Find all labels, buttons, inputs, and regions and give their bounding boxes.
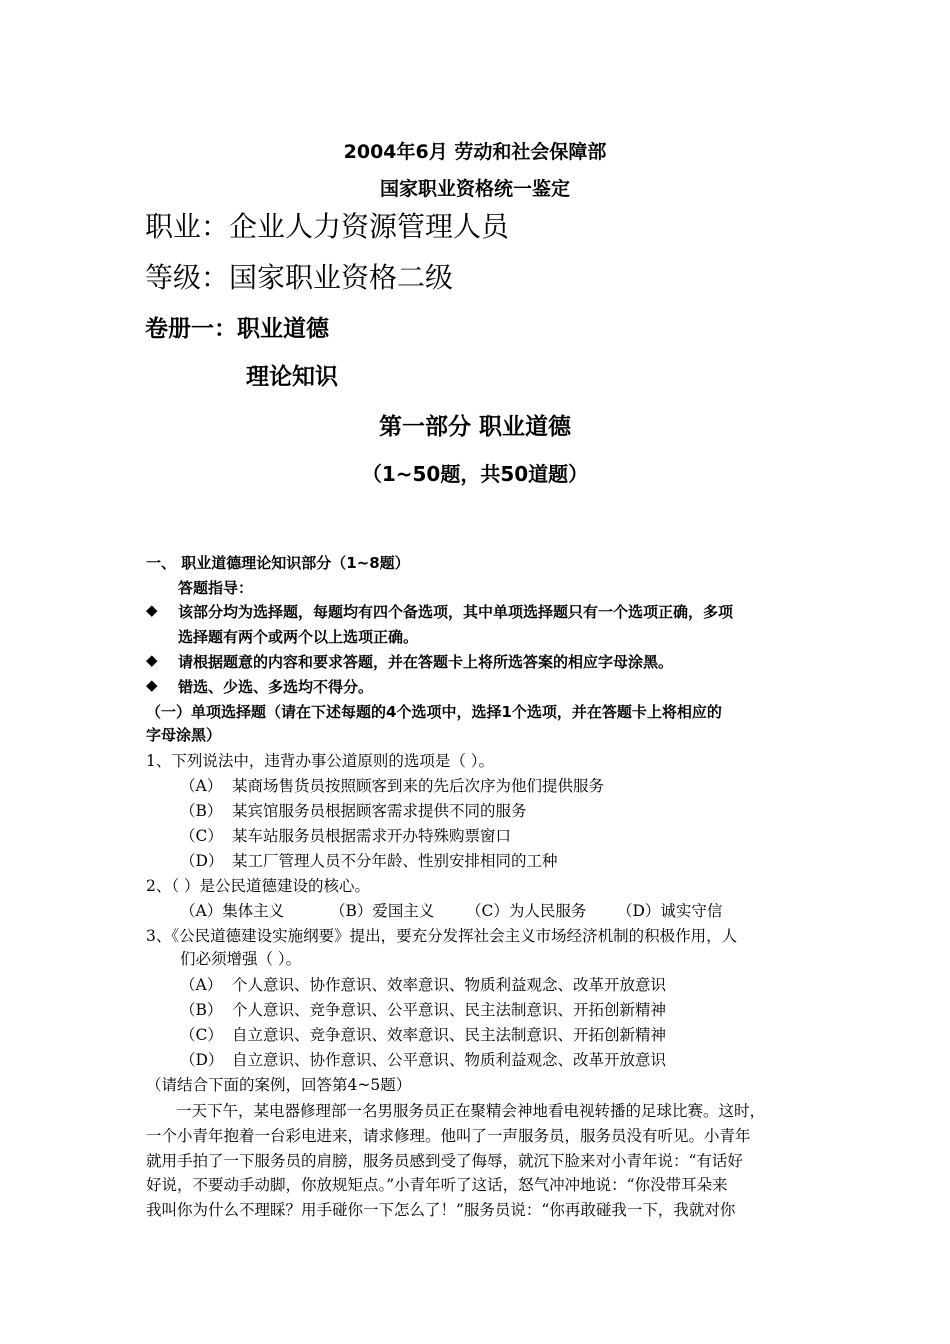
option-text: 自立意识、协作意识、公平意识、物质利益观念、改革开放意识 [232, 1051, 667, 1069]
bullet-text-2: 请根据题意的内容和要求答题，并在答题卡上将所选答案的相应字母涂黑。 [178, 653, 674, 671]
question-1-option-b [180, 799, 527, 821]
option-tag: （C） [180, 1026, 223, 1044]
question-2-option-b: （B）爱国主义 [330, 902, 435, 920]
option-text: 个人意识、竞争意识、公平意识、民主法制意识、开拓创新精神 [232, 1001, 667, 1019]
case-paragraph-line-3: 就用手拍了一下服务员的肩膀，服务员感到受了侮辱，就沉下脸来对小青年说：“有话好 [146, 1152, 743, 1170]
question-3-option-c [180, 1023, 666, 1045]
option-tag: （B） [180, 1001, 223, 1019]
question-2-stem: 2、（ ）是公民道德建设的核心。 [146, 877, 371, 895]
case-paragraph-line-4: 好说，不要动手动脚，你放规矩点。”小青年听了这话，怒气冲冲地说：“你没带耳朵来 [146, 1176, 728, 1194]
option-tag: （D） [180, 1051, 224, 1069]
bullet-text-1: 该部分均为选择题，每题均有四个备选项，其中单项选择题只有一个选项正确，多项 [178, 603, 734, 621]
question-1-stem: 1、下列说法中，违背办事公道原则的选项是（ ）。 [146, 752, 495, 770]
case-intro: （请结合下面的案例，回答第4~5题） [146, 1076, 412, 1094]
volume-subtitle: 理论知识 [246, 364, 338, 390]
bullet-text-3: 错选、少选、多选均不得分。 [178, 678, 374, 696]
question-2-option-c: （C）为人民服务 [466, 902, 587, 920]
question-1-option-d [180, 849, 558, 871]
case-paragraph-line-1: 一天下午，某电器修理部一名男服务员正在聚精会神地看电视转播的足球比赛。这时， [176, 1102, 766, 1120]
volume-title: 卷册一：职业道德 [145, 316, 329, 342]
option-tag: （A） [180, 976, 223, 994]
question-3-option-d [180, 1048, 666, 1070]
option-tag: （D） [180, 852, 224, 870]
single-choice-heading: （一）单项选择题（请在下述每题的4个选项中，选择1个选项，并在答题卡上将相应的 [146, 703, 722, 721]
part-title: 第一部分 职业道德 [378, 414, 571, 440]
bullet-text-1-cont: 选择题有两个或两个以上选项正确。 [178, 628, 419, 646]
answer-guide-label: 答题指导： [178, 579, 254, 597]
question-2-option-d: （D）诚实守信 [617, 902, 723, 920]
bullet-icon: ◆ [146, 676, 158, 694]
option-text: 自立意识、竞争意识、效率意识、民主法制意识、开拓创新精神 [232, 1026, 667, 1044]
option-text: 某工厂管理人员不分年龄、性别安排相同的工种 [232, 852, 558, 870]
bullet-icon: ◆ [146, 651, 158, 669]
question-3-option-b [180, 998, 666, 1020]
question-3-stem-cont: 们必须增强（ ）。 [180, 950, 302, 968]
header-line-2: 国家职业资格统一鉴定 [379, 178, 570, 200]
option-tag: （A） [180, 777, 223, 795]
question-1-option-c [180, 824, 511, 846]
option-text: 某车站服务员根据需求开办特殊购票窗口 [232, 827, 512, 845]
option-text: 某宾馆服务员根据顾客需求提供不同的服务 [232, 802, 527, 820]
question-3-option-a [180, 973, 666, 995]
occupation-line: 职业：企业人力资源管理人员 [145, 210, 510, 243]
option-tag: （B） [180, 802, 223, 820]
option-text: 个人意识、协作意识、效率意识、物质利益观念、改革开放意识 [232, 976, 667, 994]
bullet-icon: ◆ [146, 601, 158, 619]
single-choice-heading-cont: 字母涂黑） [146, 726, 222, 744]
option-text: 某商场售货员按照顾客到来的先后次序为他们提供服务 [232, 777, 605, 795]
question-2-option-a: （A）集体主义 [180, 902, 285, 920]
question-3-stem: 3、《公民道德建设实施纲要》提出，要充分发挥社会主义市场经济机制的积极作用，人 [146, 927, 738, 945]
header-line-1: 2004年6月 劳动和社会保障部 [343, 141, 607, 163]
level-line: 等级：国家职业资格二级 [145, 261, 454, 294]
case-paragraph-line-5: 我叫你为什么不理睬？用手碰你一下怎么了！”服务员说：“你再敢碰我一下，我就对你 [146, 1201, 736, 1219]
option-tag: （C） [180, 827, 223, 845]
section-title: 一、 职业道德理论知识部分（1~8题） [146, 554, 410, 572]
question-1-option-a [180, 774, 604, 796]
case-paragraph-line-2: 一个小青年抱着一台彩电进来，请求修理。他叫了一声服务员，服务员没有听见。小青年 [146, 1127, 751, 1145]
part-range: （1~50题，共50道题） [361, 462, 589, 486]
